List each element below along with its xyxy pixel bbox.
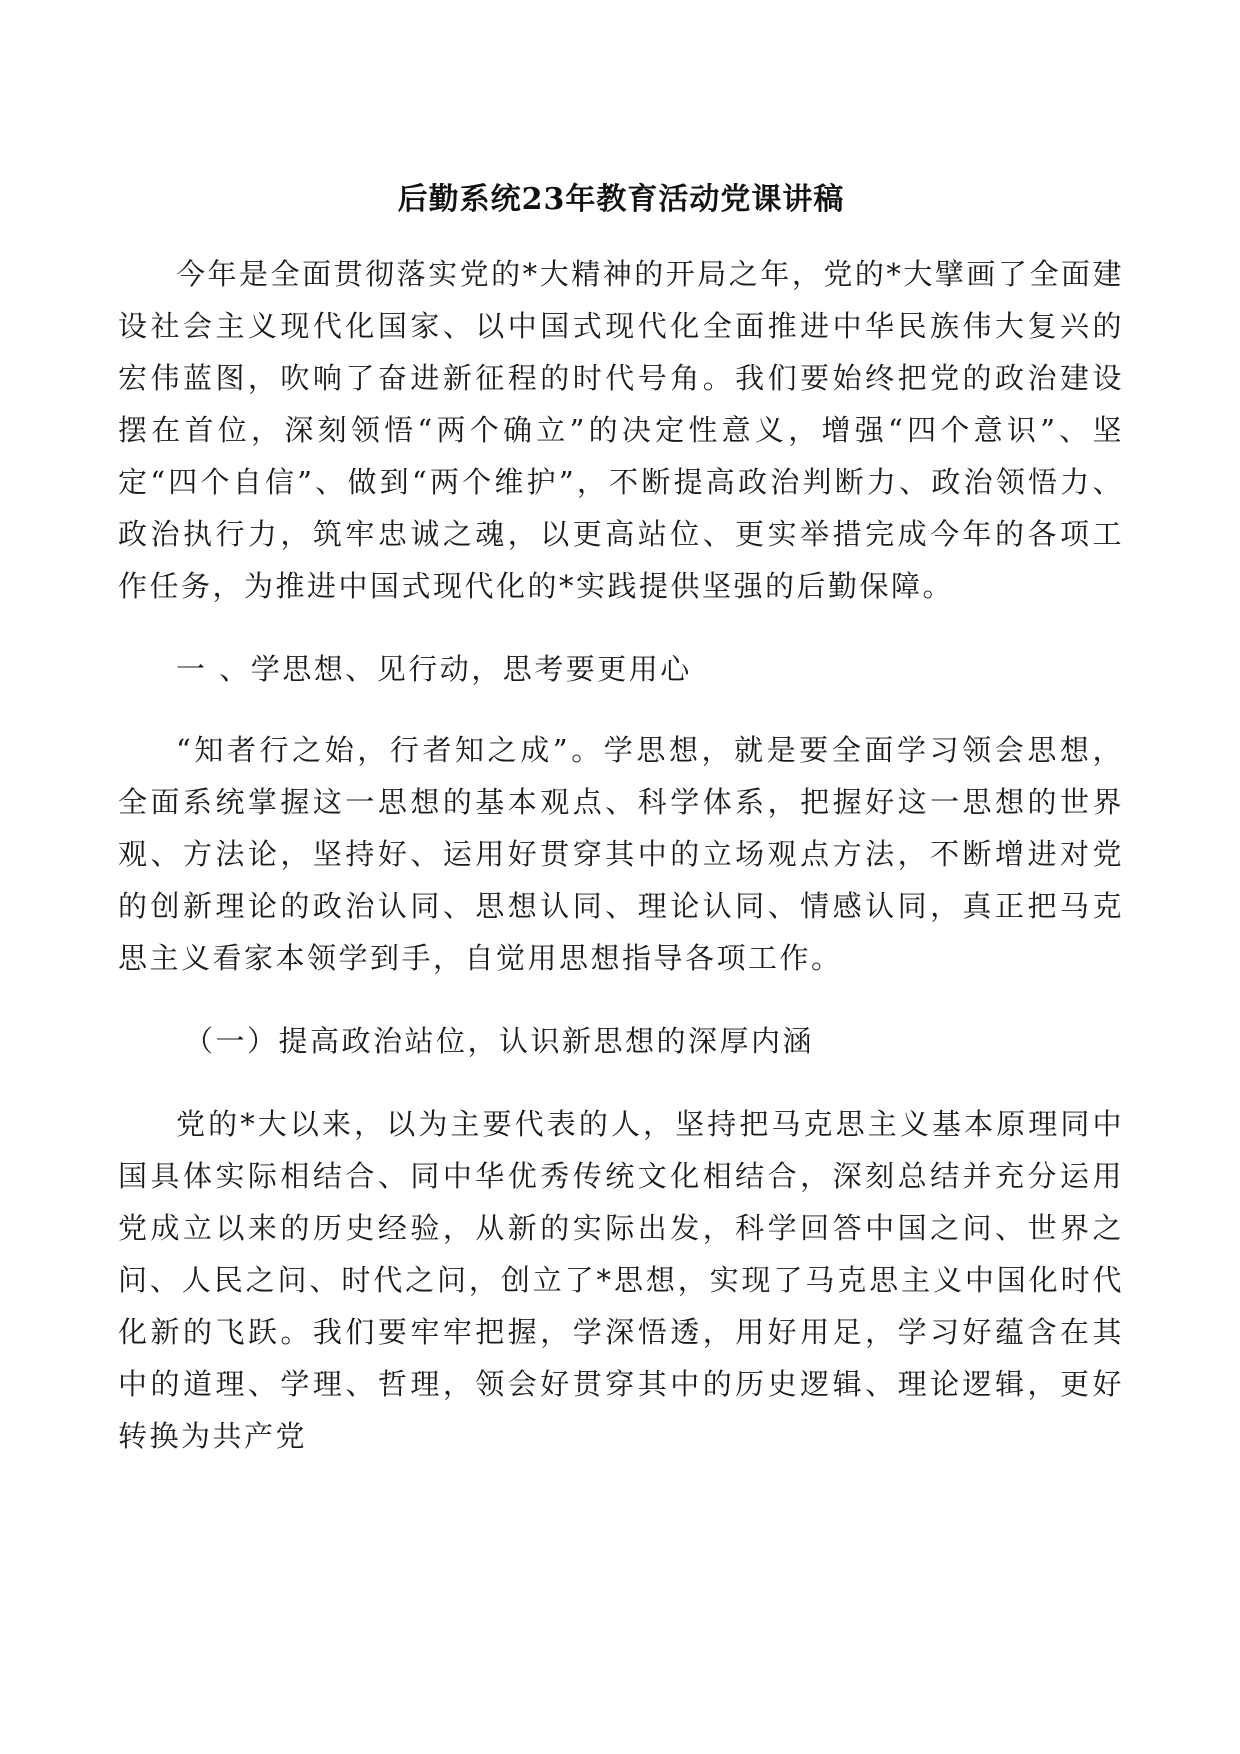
document-title: 后勤系统23年教育活动党课讲稿 bbox=[397, 182, 845, 217]
subsection-1-paragraph: 党的*大以来，以为主要代表的人，坚持把马克思主义基本原理同中国具体实际相结合、同中华优秀传统文化相结合，深刻总结并充分运用党成立以来的历史经验，从新的实际出发，科学回答中国之问、世界之问、人民之问、时代之问，创立了*思想，实现了马克思主义中国化时代化新的飞跃。我们要牢牢把握，学深悟透，用好用足，学习好蕴含在其中的道理、学理、哲理，领会好贯穿其中的历史逻辑、理论逻辑，更好转换为共产党 bbox=[118, 1107, 1124, 1453]
subsection-heading-1: （一）提高政治站位，认识新思想的深厚内涵 bbox=[184, 1024, 815, 1058]
section-heading-1: 一 、学思想、见行动，思考要更用心 bbox=[176, 652, 692, 686]
document-body bbox=[118, 178, 1124, 1493]
intro-paragraph: 今年是全面贯彻落实党的*大精神的开局之年，党的*大擘画了全面建设社会主义现代化国家、以中国式现代化全面推进中华民族伟大复兴的宏伟蓝图，吹响了奋进新征程的时代号角。我们要始终把党的政治建设摆在首位，深刻领悟“两个确立”的决定性意义，增强“四个意识”、坚定“四个自信”、做到“两个维护”，不断提高政治判断力、政治领悟力、政治执行力，筑牢忠诚之魂，以更高站位、更实举措完成今年的各项工作任务，为推进中国式现代化的*实践提供坚强的后勤保障。 bbox=[118, 257, 1124, 603]
section-1-paragraph: “知者行之始，行者知之成”。学思想，就是要全面学习领会思想，全面系统掌握这一思想的基本观点、科学体系，把握好这一思想的世界观、方法论，坚持好、运用好贯穿其中的立场观点方法，不断增进对党的创新理论的政治认同、思想认同、理论认同、情感认同，真正把马克思主义看家本领学到手，自觉用思想指导各项工作。 bbox=[118, 733, 1124, 975]
